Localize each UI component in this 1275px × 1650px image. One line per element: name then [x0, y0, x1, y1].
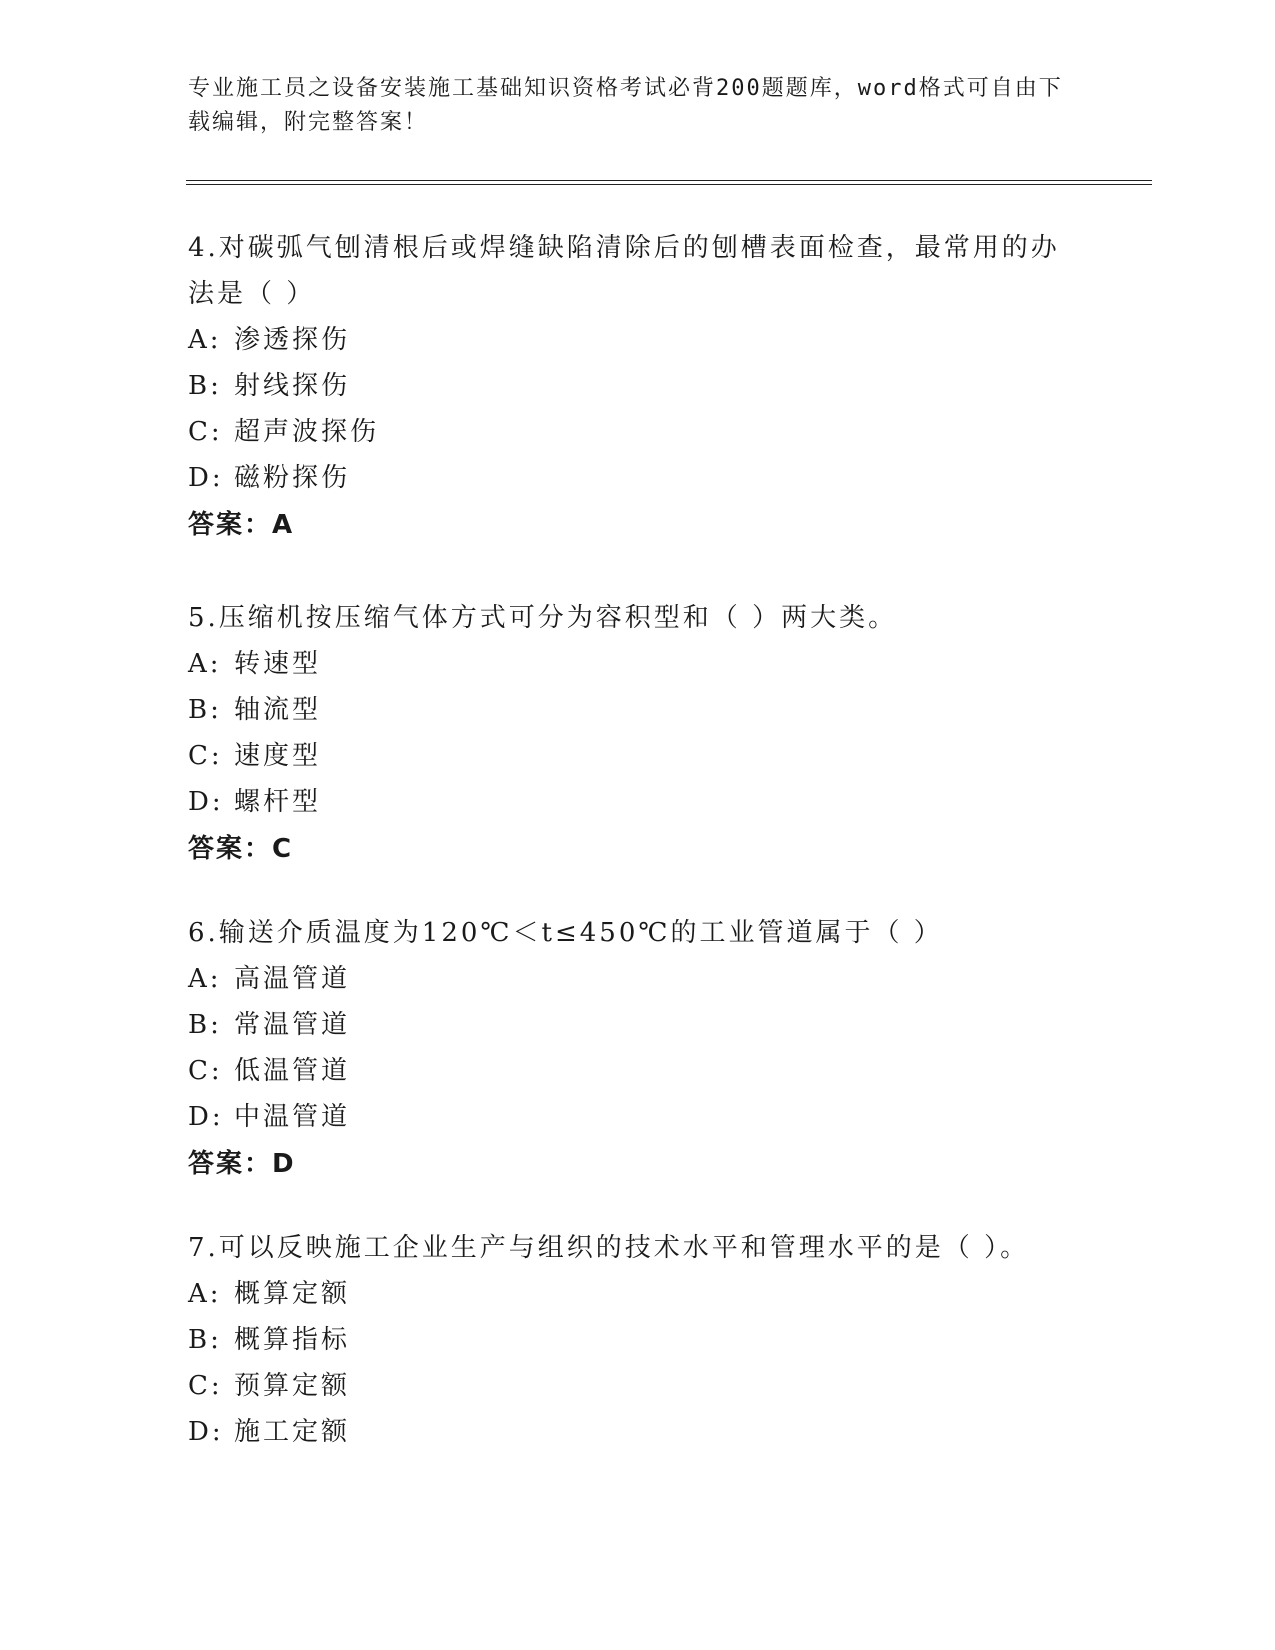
answer-label: 答案：D	[188, 1149, 296, 1179]
document-header: 专业施工员之设备安装施工基础知识资格考试必背200题题库，word格式可自由下载编辑，附完整答案！	[188, 76, 1063, 135]
header-divider	[186, 180, 1152, 185]
option-text: 磁粉探伤	[234, 463, 351, 493]
option-letter: C:	[188, 1056, 223, 1086]
option-letter: B:	[188, 1325, 222, 1355]
option-letter: C:	[188, 741, 223, 771]
option-text: 轴流型	[234, 695, 322, 725]
option-text: 螺杆型	[234, 787, 322, 817]
question-block	[188, 595, 1068, 873]
question-block	[188, 910, 1068, 1188]
option-text: 转速型	[234, 649, 322, 679]
question-block	[188, 225, 1068, 549]
option-letter: C:	[188, 1371, 223, 1401]
option-text: 渗透探伤	[234, 325, 351, 355]
option-b	[188, 687, 1068, 733]
question-stem: 7.可以反映施工企业生产与组织的技术水平和管理水平的是（ ）。	[188, 1233, 1030, 1263]
option-letter: C:	[188, 417, 223, 447]
option-text: 概算定额	[234, 1279, 351, 1309]
option-letter: A:	[188, 325, 222, 355]
option-letter: A:	[188, 649, 222, 679]
option-letter: B:	[188, 695, 222, 725]
option-c	[188, 733, 1068, 779]
option-c	[188, 409, 1068, 455]
question-stem: 4.对碳弧气刨清根后或焊缝缺陷清除后的刨槽表面检查，最常用的办法是（ ）	[188, 233, 1060, 309]
option-letter: A:	[188, 964, 222, 994]
option-letter: B:	[188, 371, 222, 401]
option-letter: D:	[188, 1102, 224, 1132]
option-text: 速度型	[234, 741, 322, 771]
question-block	[188, 1225, 1068, 1455]
option-c	[188, 1363, 1068, 1409]
option-a	[188, 641, 1068, 687]
option-letter: B:	[188, 1010, 222, 1040]
option-letter: D:	[188, 787, 224, 817]
option-b	[188, 1002, 1068, 1048]
question-stem: 5.压缩机按压缩气体方式可分为容积型和（ ）两大类。	[188, 603, 898, 633]
option-d	[188, 1094, 1068, 1140]
option-text: 常温管道	[234, 1010, 351, 1040]
option-text: 预算定额	[234, 1371, 351, 1401]
option-d	[188, 779, 1068, 825]
question-stem: 6.输送介质温度为120℃＜t≤450℃的工业管道属于（ ）	[188, 918, 943, 948]
option-text: 施工定额	[234, 1417, 351, 1447]
option-d	[188, 1409, 1068, 1455]
option-d	[188, 455, 1068, 501]
answer-label: 答案：C	[188, 834, 294, 864]
option-letter: D:	[188, 1417, 224, 1447]
option-text: 低温管道	[234, 1056, 351, 1086]
option-c	[188, 1048, 1068, 1094]
option-text: 高温管道	[234, 964, 351, 994]
option-text: 概算指标	[234, 1325, 351, 1355]
answer-label: 答案：A	[188, 510, 295, 540]
option-text: 超声波探伤	[234, 417, 380, 447]
option-a	[188, 956, 1068, 1002]
option-b	[188, 1317, 1068, 1363]
option-letter: A:	[188, 1279, 222, 1309]
option-text: 射线探伤	[234, 371, 351, 401]
option-a	[188, 1271, 1068, 1317]
option-text: 中温管道	[234, 1102, 351, 1132]
option-letter: D:	[188, 463, 224, 493]
option-a	[188, 317, 1068, 363]
option-b	[188, 363, 1068, 409]
